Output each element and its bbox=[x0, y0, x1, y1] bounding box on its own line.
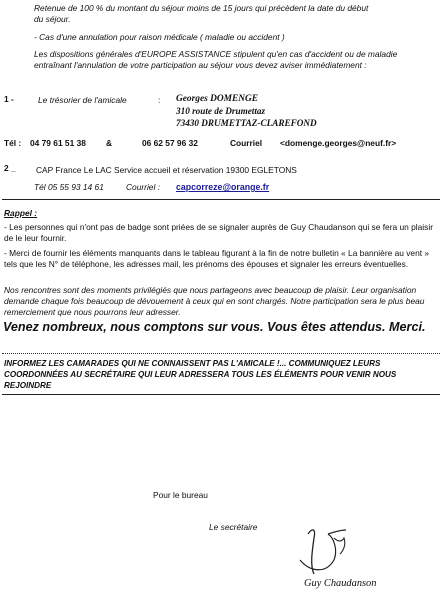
contact-2-line: CAP France Le LAC Service accueil et réservation 19300 EGLETONS bbox=[36, 165, 297, 175]
retention-line-cont: du séjour. bbox=[34, 14, 71, 24]
phone-number: 04 79 61 51 38 bbox=[30, 138, 86, 148]
ampersand: & bbox=[106, 138, 113, 148]
rappel-meetings-paragraph: Nos rencontres sont des moments privilégiés que nous partageons avec beaucoup de plaisir. Leur organisation demande chaque fois beaucoup de dévouement à ceux qui en sont chargés. Notre participation sera le plus beau remerciement que nous pourrons leur adresser. bbox=[4, 285, 425, 317]
contact-2-email-label: Courriel : bbox=[126, 182, 160, 192]
contact-1-colon: : bbox=[158, 95, 161, 105]
retention-line: Retenue de 100 % du montant du séjour moins de 15 jours qui précèdent la date du début bbox=[34, 3, 369, 13]
notice-box: INFORMEZ LES CAMARADES QUI NE CONNAISSENT PAS L'AMICALE !... COMMUNIQUEZ LEURS COORDONNÉES AU SECRÉTAIRE QUI LEUR ADRESSERA TOUS LES ÉLÉMENTS POUR VENIR NOUS REJOINDRE bbox=[4, 359, 397, 390]
rappel-heading: Rappel : bbox=[4, 208, 38, 218]
pour-le-bureau: Pour le bureau bbox=[153, 490, 208, 500]
signatory-name: Guy Chaudanson bbox=[304, 578, 377, 589]
tel-label: Tél : bbox=[4, 138, 22, 148]
notice-top-rule bbox=[2, 353, 440, 354]
rappel-badge-paragraph: - Les personnes qui n'ont pas de badge sont priées de se signaler auprès de Guy Chaudanson qui se fera un plaisir de le leur fournir. bbox=[4, 222, 434, 243]
contact-1-name: Georges DOMENGE bbox=[176, 94, 259, 104]
assistance-paragraph: Les dispositions générales d'EUROPE ASSISTANCE stipulent qu'en cas d'accident ou de maladie entraînant l'annulation de votre participation au séjour vous devez aviser immédiatement : bbox=[34, 49, 398, 70]
rappel-info-paragraph: - Merci de fournir les éléments manquants dans le tableau figurant à la fin de notre bulletin « La bannière au vent » tels que les N° de téléphone, les adresses mail, les prénoms des épouses et signaler les erreurs éventuelles. bbox=[4, 248, 430, 269]
contact-1-label: Le trésorier de l'amicale bbox=[38, 95, 127, 105]
divider bbox=[2, 199, 440, 200]
signature-mark bbox=[290, 520, 410, 580]
notice-bottom-rule bbox=[2, 394, 440, 395]
contact-1-address-1: 310 route de Drumettaz bbox=[176, 106, 266, 116]
closing-invitation: Venez nombreux, nous comptons sur vous. Vous êtes attendus. Merci. bbox=[3, 320, 426, 334]
email-label: Courriel bbox=[230, 138, 263, 148]
secretary-label: Le secrétaire bbox=[209, 522, 258, 532]
contact-2-number: 2 _ bbox=[4, 163, 16, 173]
medical-case-line: - Cas d'une annulation pour raison médicale ( maladie ou accident ) bbox=[34, 32, 285, 42]
contact-1-number: 1 - bbox=[4, 94, 14, 104]
mobile-number: 06 62 57 96 32 bbox=[142, 138, 198, 148]
email-cap-france[interactable]: capcorreze@orange.fr bbox=[176, 182, 270, 192]
contact-1-address-2: 73430 DRUMETTAZ-CLAREFOND bbox=[176, 118, 317, 128]
email-treasurer[interactable]: <domenge.georges@neuf.fr> bbox=[280, 138, 397, 148]
contact-2-phone: Tél 05 55 93 14 61 bbox=[34, 182, 104, 192]
